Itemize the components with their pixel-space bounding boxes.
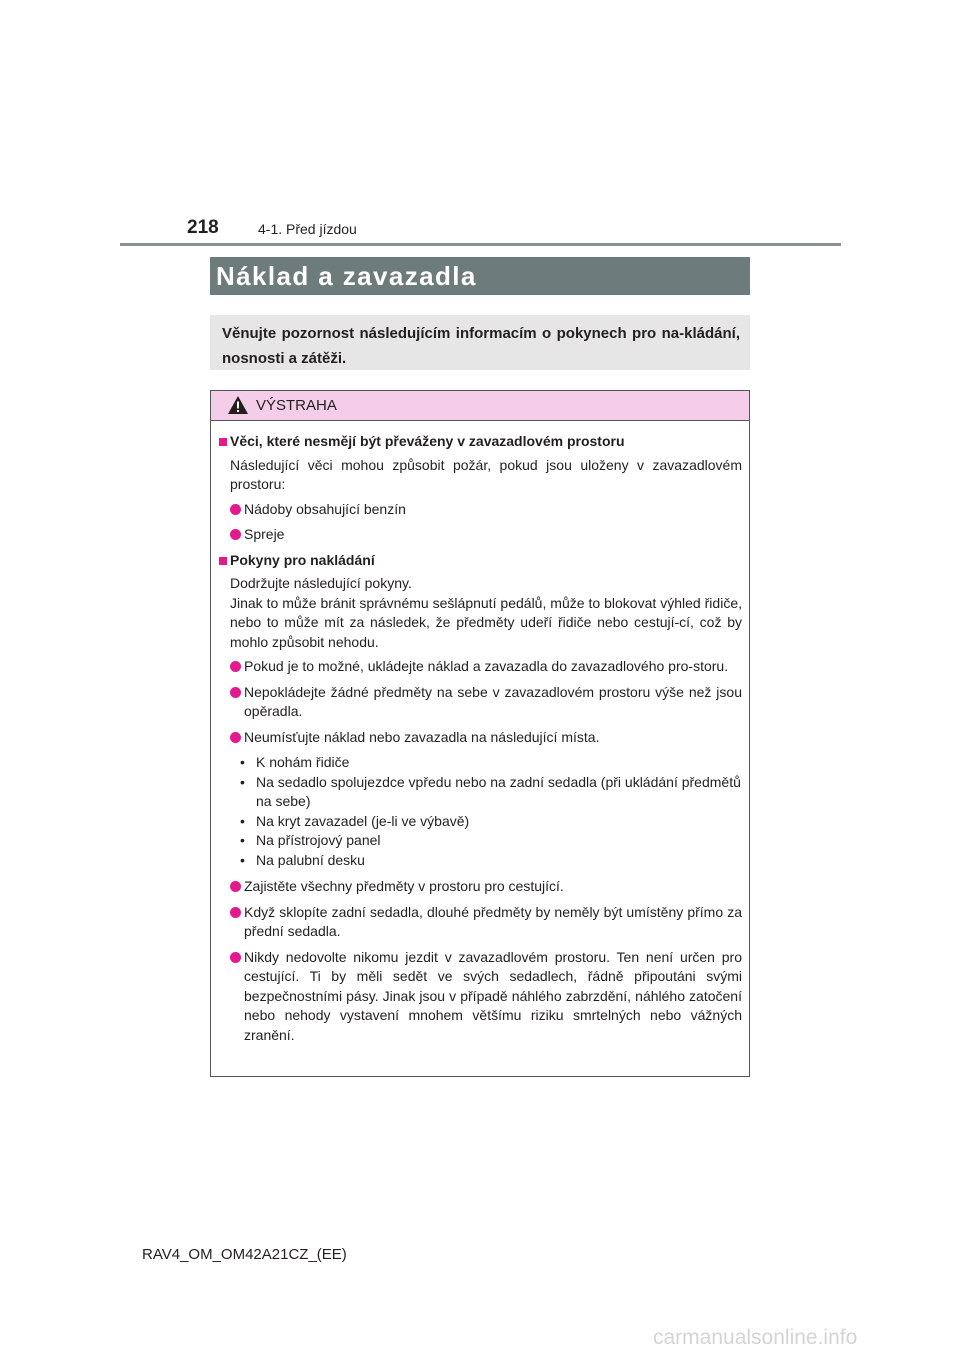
round-bullet-icon — [230, 952, 241, 963]
list-item-content — [244, 728, 742, 748]
list-item — [230, 728, 742, 748]
list-item — [230, 877, 742, 897]
list-item-text: Nikdy nedovolte nikomu jezdit v zavazadlovém prostoru. Ten není určen pro cestující. Ti by měli sedět ve svých sedadlech, řádně připoutáni svými bezpečnostními pásy. Jinak jsou v případě náhlého zabrzdění, náhlého zatočení nebo nehody vystavení mnohem většímu riziku smrtelných nebo vážných zranění. — [244, 948, 742, 1043]
header-divider — [120, 243, 841, 246]
warning-section-heading — [217, 432, 742, 452]
list-item-content — [244, 500, 742, 520]
sub-list-item-text: K nohám řidiče — [256, 754, 350, 770]
sub-bullet-mark: • — [240, 832, 245, 848]
sub-bullet-mark: • — [240, 851, 245, 868]
sub-bullet-mark: • — [240, 773, 245, 790]
warning-paragraph: Následující věci mohou způsobit požár, pokud jsou uloženy v zavazadlovém prostoru: — [230, 456, 742, 492]
list-item-content — [244, 525, 742, 545]
list-item-text: Neumísťujte náklad nebo zavazadla na následující místa. — [244, 728, 600, 745]
warning-triangle-icon — [227, 395, 249, 415]
warning-paragraph: Dodržujte následující pokyny. — [230, 575, 412, 591]
list-item-content — [244, 877, 742, 897]
round-bullet-icon — [230, 907, 241, 918]
title-bar — [210, 257, 750, 295]
list-item — [230, 683, 742, 722]
list-item — [230, 500, 742, 520]
round-bullet-icon — [230, 529, 241, 540]
sub-bullet-mark: • — [240, 812, 245, 829]
list-item-text: Zajistěte všechny předměty v prostoru pro cestující. — [244, 878, 564, 894]
warning-paragraph: Jinak to může bránit správnému sešlápnutí pedálů, může to blokovat výhled řidiče, nebo to může mít za následek, že předměty udeří řidiče nebo cestují-cí, což by mohlo způsobit nehodu. — [230, 594, 742, 650]
section-heading-text: Věci, které nesmějí být převáženy v zavazadlovém prostoru — [230, 433, 625, 449]
list-item-content — [244, 903, 742, 942]
list-item-text: Když sklopíte zadní sedadla, dlouhé předměty by neměly být umístěny přímo za přední sedadla. — [244, 903, 742, 939]
page-number: 218 — [187, 217, 219, 238]
list-item — [230, 525, 742, 545]
square-bullet-icon — [219, 557, 227, 565]
sub-list-item — [240, 851, 742, 871]
list-item-text: Spreje — [244, 526, 285, 542]
watermark: carmanualsonline.info — [653, 1326, 858, 1349]
list-item-content — [244, 948, 742, 1046]
round-bullet-icon — [230, 661, 241, 672]
sub-list-item — [240, 753, 742, 773]
warning-section-heading — [217, 551, 742, 571]
list-item — [230, 657, 742, 677]
warning-body — [211, 421, 749, 1045]
list-item-content — [244, 683, 742, 722]
list-item-text: Pokud je to možné, ukládejte náklad a zavazadla do zavazadlového pro-storu. — [244, 658, 729, 674]
page-title: Náklad a zavazadla — [216, 261, 477, 291]
list-item-text: Nádoby obsahující benzín — [244, 500, 406, 517]
sub-list-item — [240, 773, 742, 812]
round-bullet-icon — [230, 687, 241, 698]
sub-list-item-text: Na palubní desku — [256, 851, 365, 868]
warning-label: VÝSTRAHA — [256, 397, 337, 414]
section-heading-text: Pokyny pro nakládání — [230, 551, 375, 568]
list-item-text: Nepokládejte žádné předměty na sebe v zavazadlovém prostoru výše než jsou opěradla. — [244, 683, 742, 719]
list-item — [230, 948, 742, 1046]
square-bullet-icon — [219, 438, 227, 446]
sub-list — [240, 753, 742, 870]
sub-list-item-text: Na přístrojový panel — [256, 832, 381, 848]
document-id: RAV4_OM_OM42A21CZ_(EE) — [142, 1246, 347, 1263]
round-bullet-icon — [230, 881, 241, 892]
round-bullet-icon — [230, 504, 241, 515]
sub-list-item-text: Na kryt zavazadel (je-li ve výbavě) — [256, 812, 470, 829]
sub-list-item-text: Na sedadlo spolujezdce vpředu nebo na zadní sedadla (při ukládání předmětů na sebe) — [256, 773, 741, 809]
intro-box: Věnujte pozornost následujícím informacím o pokynech pro na-kládání, nosnosti a zátěži. — [210, 315, 750, 370]
sub-bullet-mark: • — [240, 754, 245, 770]
warning-header — [211, 391, 749, 421]
list-item-content — [244, 657, 742, 677]
list-item — [230, 903, 742, 942]
section-reference: 4-1. Před jízdou — [258, 221, 357, 237]
sub-list-item — [240, 812, 742, 832]
sub-list-item — [240, 831, 742, 851]
warning-box — [210, 390, 750, 1077]
round-bullet-icon — [230, 732, 241, 743]
